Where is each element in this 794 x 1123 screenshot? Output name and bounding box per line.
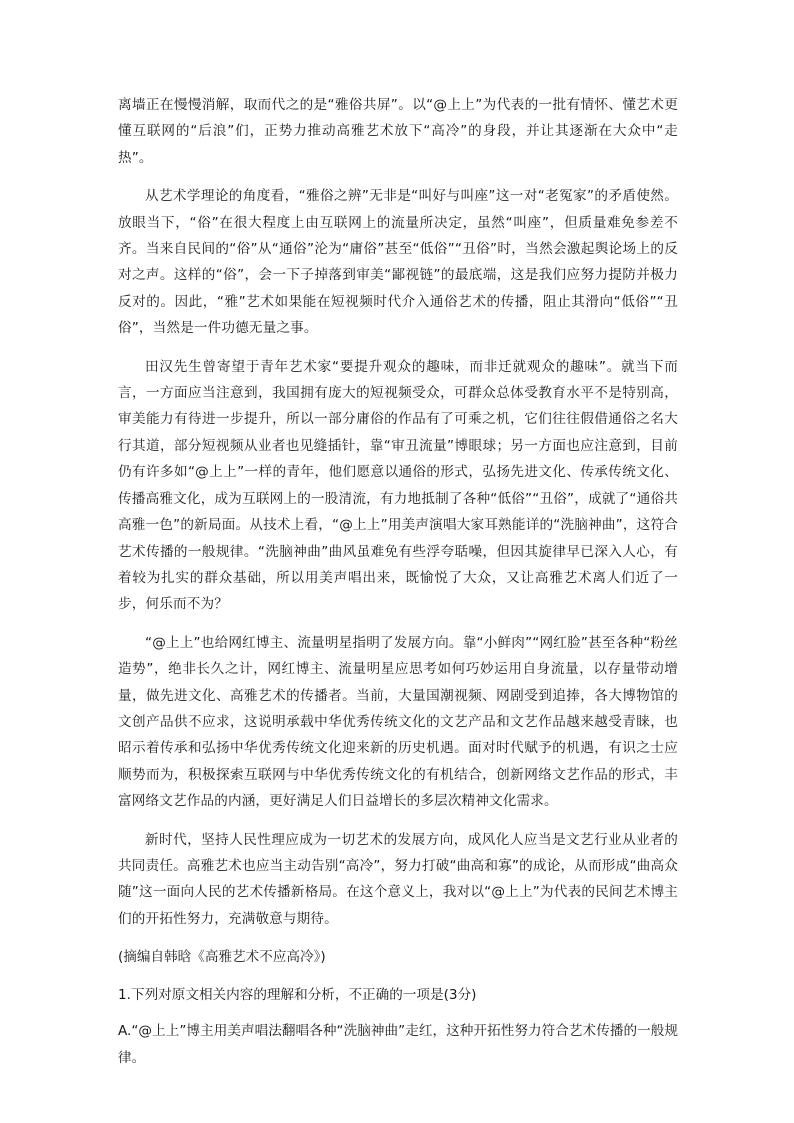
paragraph-3: 田汉先生曾寄望于青年艺术家“要提升观众的趣味，而非迁就观众的趣味”。就当下而言，一方面应当注意到，我国拥有庞大的短视频受众，可群众总体受教育水平不是特别高，审美能力有待进一步提升，所以一部分庸俗的作品有了可乘之机，它们往往假借通俗之名大行其道，部分短视频从业者也见缝插针，靠“审丑流量”博眼球；另一方面也应注意到，目前仍有许多如“@上上”一样的青年，他们愿意以通俗的形式，弘扬先进文化、传承传统文化、传播高雅文化，成为互联网上的一股清流，有力地抵制了各种“低俗”“丑俗”，成就了“通俗共高雅一色”的新局面。从技术上看，“@上上”用美声演唱大家耳熟能详的“洗脑神曲”，这符合艺术传播的一般规律。“洗脑神曲”曲风虽难免有些浮夸聒噪，但因其旋律早已深入人心，有着较为扎实的群众基础，所以用美声唱出来，既愉悦了大众，又让高雅艺术离人们近了一步，何乐而不为？	[118, 358, 678, 613]
question-stem: 1.下列对原文相关内容的理解和分析，不正确的一项是(3分)	[118, 987, 477, 1004]
paragraph-1: 离墙正在慢慢消解，取而代之的是“雅俗共屏”。以“@上上”为代表的一批有情怀、懂艺术更懂互联网的“后浪”们，正势力推动高雅艺术放下“高冷”的身段，并让其逐渐在大众中“走热”。	[118, 97, 678, 166]
document-page	[118, 92, 678, 1071]
question-option-a: A.“@上上”博主用美声唱法翻唱各种“洗脑神曲”走红，这种开拓性努力符合艺术传播的一般规律。	[118, 1023, 678, 1066]
paragraph-5: 新时代，坚持人民性理应成为一切艺术的发展方向，成风化人应当是文艺行业从业者的共同责任。高雅艺术也应当主动告别“高冷”，努力打破“曲高和寡”的成论，从而形成“曲高众随”这一面向人民的艺术传播新格局。在这个意义上，我对以“@上上”为代表的民间艺术博主们的开拓性努力，充满敬意与期待。	[118, 831, 678, 927]
article-source: (摘编自韩晗《高雅艺术不应高冷》)	[118, 949, 326, 966]
paragraph-4: “@上上”也给网红博主、流量明星指明了发展方向。靠“小鲜肉”“网红脸”甚至各种“粉丝造势”，绝非长久之计，网红博主、流量明星应思考如何巧妙运用自身流量，以存量带动增量，做先进文化、高雅艺术的传播者。当前，大量国潮视频、网剧受到追捧，各大博物馆的文创产品供不应求，这说明承载中华优秀传统文化的文艺产品和文艺作品越来越受青睐，也昭示着传承和弘扬中华优秀传统文化迎来新的历史机遇。面对时代赋予的机遇，有识之士应顺势而为，积极探索互联网与中华优秀传统文化的有机结合，创新网络文艺作品的形式，丰富网络文艺作品的内涵，更好满足人们日益增长的多层次精神文化需求。	[118, 634, 678, 810]
paragraph-2: 从艺术学理论的角度看，“雅俗之辨”无非是“叫好与叫座”这一对“老冤家”的矛盾使然。放眼当下，“俗”在很大程度上由互联网上的流量所决定，虽然“叫座”，但质量难免参差不齐。当来自民间的“俗”从“通俗”沦为“庸俗”甚至“低俗”“丑俗”时，当然会激起舆论场上的反对之声。这样的“俗”，会一下子掉落到审美“鄙视链”的最底端，这是我们应努力提防并极力反对的。因此，“雅”艺术如果能在短视频时代介入通俗艺术的传播，阻止其滑向“低俗”“丑俗”，当然是一件功德无量之事。	[118, 188, 678, 337]
